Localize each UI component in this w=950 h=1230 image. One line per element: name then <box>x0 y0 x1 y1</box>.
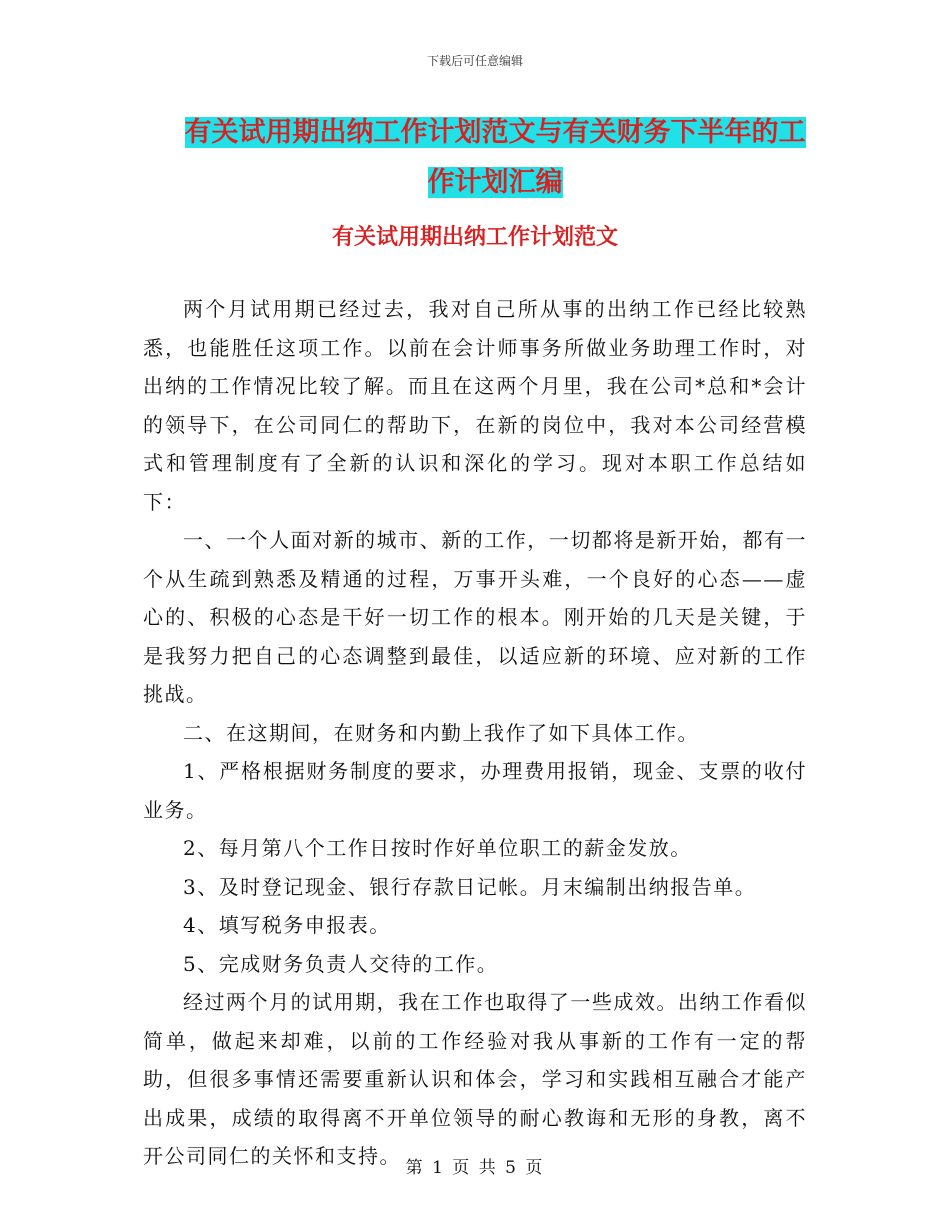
paragraph: 一、一个人面对新的城市、新的工作，一切都将是新开始，都有一个从生疏到熟悉及精通的过程，万事开头难，一个良好的心态——虚心的、积极的心态是干好一切工作的根本。刚开始的几天是关键，于是我努力把自己的心态调整到最佳，以适应新的环境、应对新的工作挑战。 <box>143 528 807 706</box>
paragraph: 1、严格根据财务制度的要求，办理费用报销，现金、支票的收付业务。 <box>143 759 807 822</box>
paragraph: 两个月试用期已经过去，我对自己所从事的出纳工作已经比较熟悉，也能胜任这项工作。以前在会计师事务所做业务助理工作时，对出纳的工作情况比较了解。而且在这两个月里，我在公司*总和*会计的领导下，在公司同仁的帮助下，在新的岗位中，我对本公司经营模式和管理制度有了全新的认识和深化的学习。现对本职工作总结如下： <box>143 297 807 514</box>
paragraph: 经过两个月的试用期，我在工作也取得了一些成效。出纳工作看似简单，做起来却难，以前的工作经验对我从事新的工作有一定的帮助，但很多事情还需要重新认识和体会，学习和实践相互融合才能产出成果，成绩的取得离不开单位领导的耐心教诲和无形的身教，离不开公司同仁的关怀和支持。 <box>143 990 807 1168</box>
document-title-line-2: 作计划汇编 <box>427 167 563 198</box>
paragraph: 4、填写税务申报表。 <box>183 913 391 937</box>
paragraph: 5、完成财务负责人交待的工作。 <box>183 951 499 976</box>
document-title-line-1: 有关试用期出纳工作计划范文与有关财务下半年的工 <box>184 117 806 148</box>
document-title <box>180 108 810 208</box>
section-title: 有关试用期出纳工作计划范文 <box>331 225 618 250</box>
paragraph: 2、每月第八个工作日按时作好单位职工的薪金发放。 <box>183 836 692 860</box>
paragraph: 二、在这期间，在财务和内勤上我作了如下具体工作。 <box>183 720 699 745</box>
body-text <box>143 290 807 1176</box>
page-footer: 第 1 页 共 5 页 <box>405 1158 545 1178</box>
page-header: 下载后可任意编辑 <box>426 54 523 68</box>
paragraph: 3、及时登记现金、银行存款日记帐。月末编制出纳报告单。 <box>183 874 757 899</box>
